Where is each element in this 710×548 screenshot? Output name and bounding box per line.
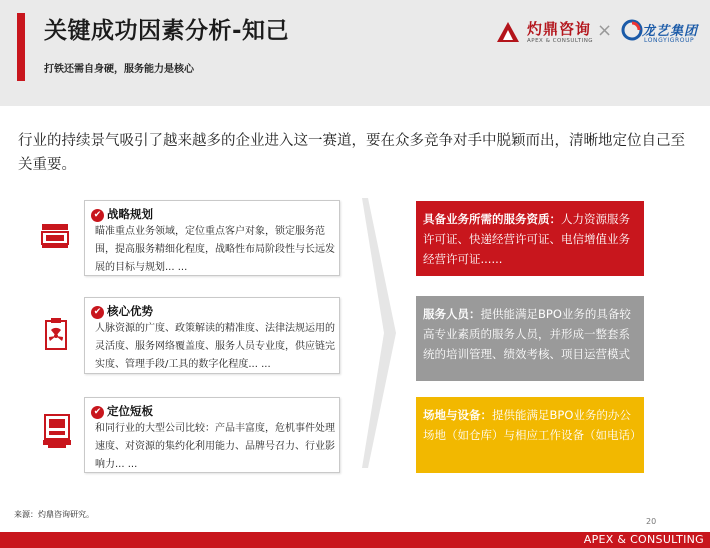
venue-label: 场地与设备： xyxy=(423,408,492,422)
qualification-box xyxy=(416,201,644,276)
check-icon: ✔ xyxy=(91,306,104,319)
logo-separator: × xyxy=(597,20,613,41)
longyi-logo xyxy=(621,19,701,47)
page-title: 关键成功因素分析-知己 xyxy=(44,18,290,44)
staff-text: 提供能满足BPO业务的具备较高专业素质的服务人员，并形成一整套系统的培训管理、绩效考核、项目运营模式 xyxy=(423,307,631,361)
card-weakness-body: 和同行业的大型公司比较：产品丰富度，危机事件处理速度、对资源的集约化利用能力、品牌号召力、行业影响力... ... xyxy=(95,423,335,470)
card-weakness-title-text: 定位短板 xyxy=(107,404,153,418)
apex-logo-cn: 灼鼎咨询 xyxy=(527,20,592,38)
chevron-arrow-icon xyxy=(362,198,396,468)
page-subtitle: 打铁还需自身硬，服务能力是核心 xyxy=(44,64,194,75)
card-weakness-title xyxy=(91,403,153,419)
footer-brand: APEX & CONSULTING xyxy=(583,533,704,546)
page-number: 20 xyxy=(646,517,657,526)
apex-logo-en: APEX & CONSULTING xyxy=(527,38,594,44)
card-core-advantage-title xyxy=(91,303,153,319)
venue-box xyxy=(416,397,644,473)
title-accent-bar xyxy=(17,13,25,81)
apex-triangle-icon xyxy=(497,22,519,42)
footer-bar xyxy=(0,532,710,548)
qualification-text: 人力资源服务许可证、快递经营许可证、电信增值业务经营许可证...... xyxy=(423,212,630,266)
staff-label: 服务人员： xyxy=(423,307,481,321)
machine-icon xyxy=(42,414,72,448)
radiation-document-icon xyxy=(43,317,69,351)
card-strategy-title xyxy=(91,206,153,222)
card-strategy-title-text: 战略规划 xyxy=(107,207,153,221)
card-core-advantage xyxy=(84,297,340,374)
building-icon xyxy=(41,223,69,249)
apex-logo xyxy=(497,20,597,46)
source-note: 来源：灼鼎咨询研究。 xyxy=(14,510,94,519)
staff-box xyxy=(416,296,644,381)
intro-paragraph: 行业的持续景气吸引了越来越多的企业进入这一赛道，要在众多竞争对手中脱颖而出，清晰地定位自己至关重要。 xyxy=(18,133,685,173)
qualification-label: 具备业务所需的服务资质： xyxy=(423,212,561,226)
card-weakness xyxy=(84,397,340,473)
check-icon: ✔ xyxy=(91,406,104,419)
longyi-logo-cn: 龙艺集团 xyxy=(642,24,699,39)
header-band xyxy=(0,0,710,106)
longyi-logo-en: LONGYIGROUP xyxy=(644,37,695,44)
card-strategy xyxy=(84,200,340,276)
card-core-advantage-title-text: 核心优势 xyxy=(107,304,153,318)
venue-text: 提供能满足BPO业务的办公场地（如仓库）与相应工作设备（如电话） xyxy=(423,408,642,442)
check-icon: ✔ xyxy=(91,209,104,222)
card-core-advantage-body: 人脉资源的广度、政策解读的精准度、法律法规运用的灵活度、服务网络覆盖度、服务人员专业度，供应链完实度、管理手段/工具的数字化程度... ... xyxy=(95,323,335,370)
card-strategy-body: 瞄准重点业务领域，定位重点客户对象，锁定服务范围，提高服务精细化程度，战略性布局阶段性与长远发展的目标与规划... ... xyxy=(95,226,335,273)
longyi-swirl-icon xyxy=(621,19,643,41)
